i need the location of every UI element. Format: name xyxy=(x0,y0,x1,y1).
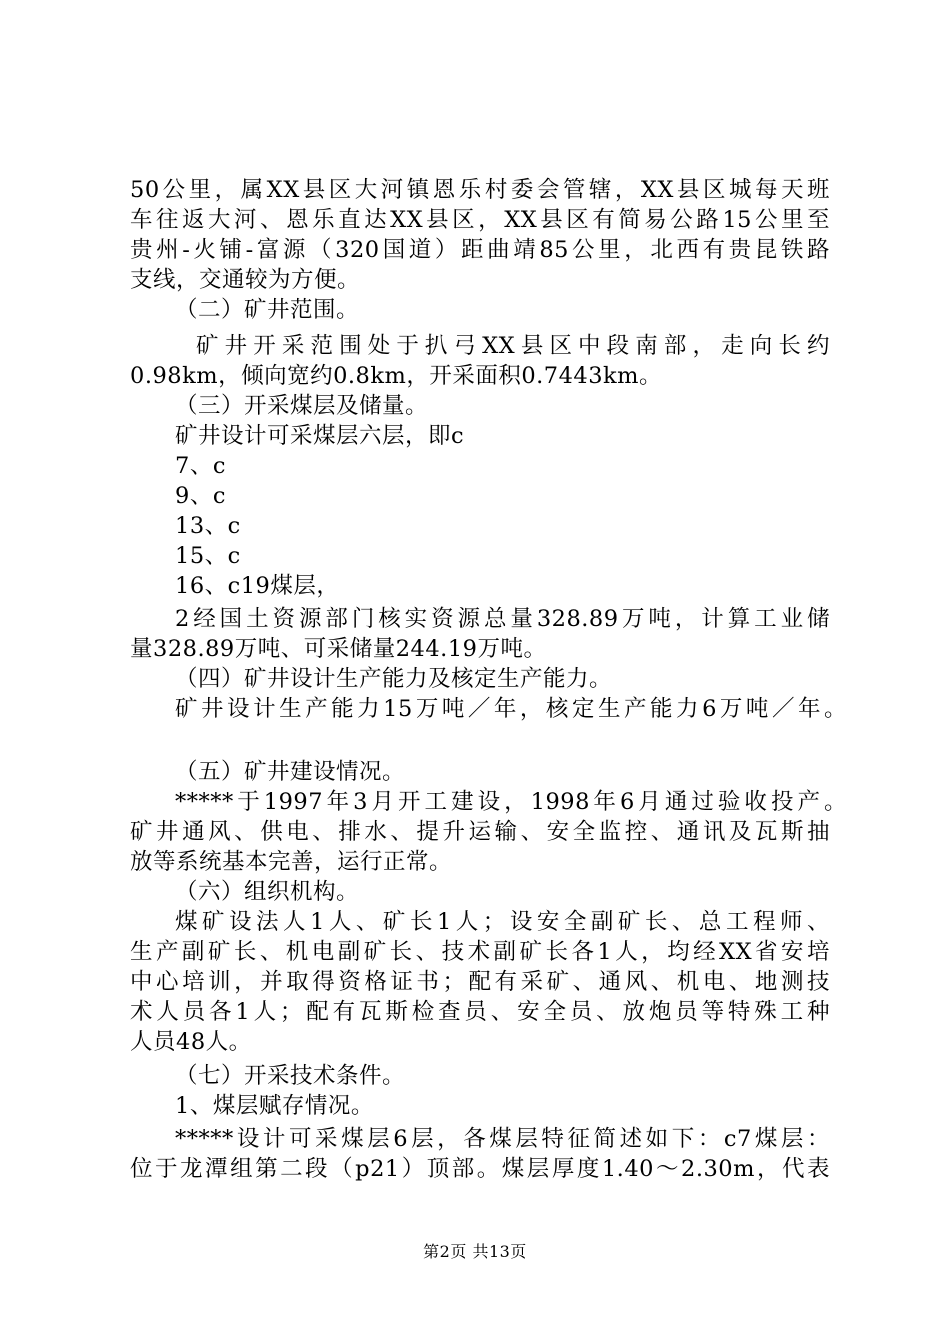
section-heading: （六）组织机构。 xyxy=(175,879,360,905)
body-text-line: 50公里，属XX县区大河镇恩乐村委会管辖，XX县区城每天班 xyxy=(130,177,830,203)
body-text-line: 术人员各1人；配有瓦斯检查员、安全员、放炮员等特殊工种 xyxy=(130,999,830,1025)
body-text-line: 矿井通风、供电、排水、提升运输、安全监控、通讯及瓦斯抽 xyxy=(130,819,830,845)
body-text-line: 矿井设计生产能力15万吨／年，核定生产能力6万吨／年。 xyxy=(175,696,847,722)
body-text-line: 人员48人。 xyxy=(130,1029,252,1055)
body-text-line: 矿井设计可采煤层六层，即c xyxy=(175,423,465,449)
body-text-line: 13、c xyxy=(175,513,241,539)
body-text-line: 位于龙潭组第二段（p21）顶部。煤层厚度1.40～2.30m，代表 xyxy=(130,1156,830,1182)
body-text-line: 支线，交通较为方便。 xyxy=(130,267,361,293)
body-text-line: 15、c xyxy=(175,543,241,569)
body-text-line: 2经国土资源部门核实资源总量328.89万吨，计算工业储 xyxy=(175,606,830,632)
body-text-line: 贵州-火铺-富源（320国道）距曲靖85公里，北西有贵昆铁路 xyxy=(130,237,830,263)
body-text-line: 16、c19煤层， xyxy=(175,573,340,599)
body-text-line: *****于1997年3月开工建设，1998年6月通过验收投产。 xyxy=(175,789,847,815)
body-text-line: 9、c xyxy=(175,483,226,509)
section-heading: （四）矿井设计生产能力及核定生产能力。 xyxy=(175,666,613,692)
section-heading: （五）矿井建设情况。 xyxy=(175,759,406,785)
subsection-heading: 1、煤层赋存情况。 xyxy=(175,1093,374,1119)
page-number-footer: 第2页 共13页 xyxy=(423,1242,527,1261)
body-text-line: 中心培训，并取得资格证书；配有采矿、通风、机电、地测技 xyxy=(130,969,830,995)
section-heading: （七）开采技术条件。 xyxy=(175,1063,406,1089)
body-text-line: 量328.89万吨、可采储量244.19万吨。 xyxy=(130,636,547,662)
body-text-line: 放等系统基本完善，运行正常。 xyxy=(130,849,453,875)
section-heading: （三）开采煤层及储量。 xyxy=(175,393,429,419)
body-text-line: 0.98km，倾向宽约0.8km，开采面积0.7443km。 xyxy=(130,363,663,389)
section-heading: （二）矿井范围。 xyxy=(175,297,360,323)
body-text-line: 煤矿设法人1人、矿长1人；设安全副矿长、总工程师、 xyxy=(175,909,830,935)
body-text-line: 车往返大河、恩乐直达XX县区，XX县区有简易公路15公里至 xyxy=(130,207,830,233)
body-text-line: 矿井开采范围处于扒弓XX县区中段南部，走向长约 xyxy=(196,333,830,359)
body-text-line: 生产副矿长、机电副矿长、技术副矿长各1人，均经XX省安培 xyxy=(130,939,830,965)
body-text-line: *****设计可采煤层6层，各煤层特征简述如下：c7煤层： xyxy=(175,1126,830,1152)
body-text-line: 7、c xyxy=(175,453,226,479)
